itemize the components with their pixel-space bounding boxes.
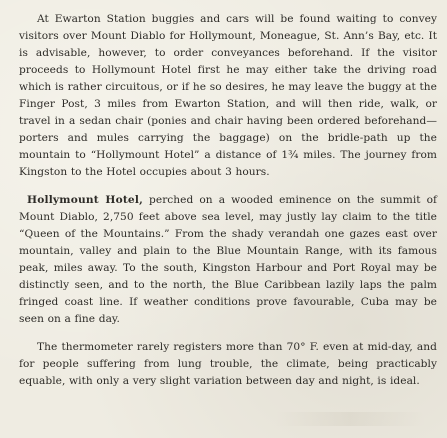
paragraph-travel-directions — [19, 11, 437, 181]
paper-bleed-through — [275, 412, 425, 426]
paragraph-climate — [19, 339, 437, 390]
paragraph-hollymount-hotel — [19, 192, 437, 328]
paragraph-body: perched on a wooded eminence on the summit of Mount Diablo, 2,750 feet above sea level, may justly lay claim to the title “Queen of the Mountains.” From the shady verandah one gazes east over mountain, valley and plain to the Blue Mountain Range, with its famous peak, miles away. To the south, Kingston Harbour and Port Royal may be distinctly seen, and to the north, the Blue Caribbean lazily laps the palm fringed coast line. If weather conditions prove favourable, Cuba may be seen on a fine day. — [19, 194, 438, 325]
paragraph-lead-hotel-name: Hollymount Hotel, — [27, 194, 143, 206]
paragraph-body: The thermometer rarely registers more than 70° F. even at mid-day, and for people suffering from lung trouble, the climate, being practicably equable, with only a very slight variation between day and night, is ideal. — [19, 341, 437, 387]
paragraph-body: At Ewarton Station buggies and cars will be found waiting to convey visitors over Mount Diablo for Hollymount, Moneague, St. Ann’s Bay, etc. It is advisable, however, to order conveyances beforehand. If the visitor proceeds to Hollymount Hotel first he may either take the driving road which is rather circuitous, or if he so desires, he may leave the buggy at the Finger Post, 3 miles from Ewarton Station, and will then ride, walk, or travel in a sedan chair (ponies and chair having been ordered beforehand—porters and mules carrying the baggage) on the bridle-path up the mountain to “Hollymount Hotel” a distance of 1¾ miles. The journey from Kingston to the Hotel occupies about 3 hours. — [19, 13, 437, 178]
